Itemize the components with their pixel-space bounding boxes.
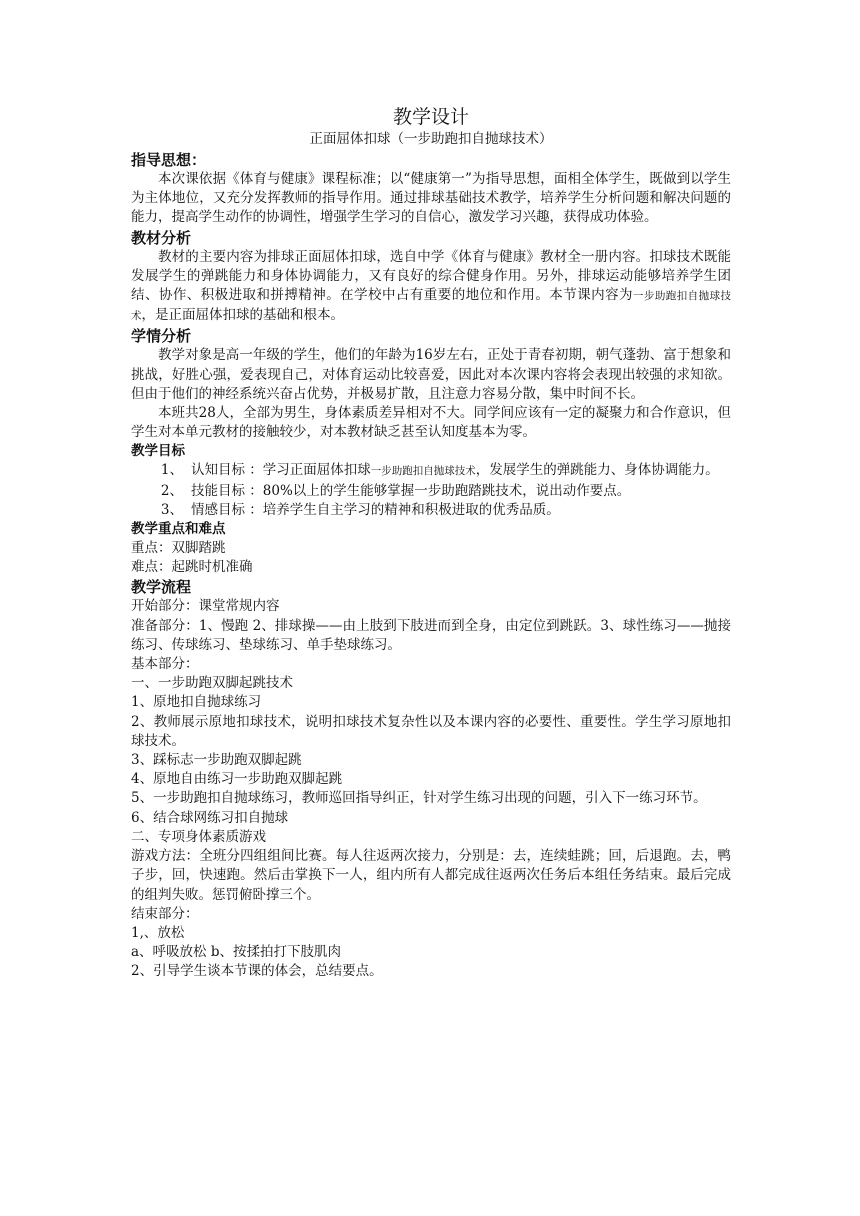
- process-line: 4、原地自由练习一步助跑双脚起跳: [131, 771, 343, 788]
- process-line: 3、踩标志一步助跑双脚起跳: [131, 752, 302, 769]
- heading-material-analysis: 教材分析: [131, 228, 192, 247]
- document-subtitle: 正面屈体扣球（一步助跑扣自抛球技术）: [309, 131, 553, 147]
- goal-label: 情感目标 ：: [191, 501, 263, 518]
- material-text-a: 教材的主要内容为排球正面屈体扣球，选自中学《体育与健康》教材全一册内容。扣球技术既能发展学生的弹跳能力和身体协调能力，又有良好的综合健身作用。另外，排球运动能够培养学生团结、协作、积极进取和拼搏精神。在学校中占有重要的地位和作用。本节课内容为: [131, 248, 731, 304]
- process-line: 2、引导学生谈本节课的体会，总结要点。: [131, 963, 383, 980]
- goal-item: [131, 501, 731, 520]
- heading-teaching-goals: 教学目标: [131, 443, 185, 460]
- paragraph-material-analysis: [131, 248, 731, 327]
- process-line: 游戏方法：全班分四组组间比赛。每人往返两次接力，分别是：去，连续蛙跳；回，后退跑。去，鸭子步，回，快速跑。然后击掌换下一人，组内所有人都完成往返两次任务后本组任务结束。最后完成的组判失败。惩罚俯卧撑三个。: [131, 848, 731, 903]
- goal-text: 学习正面屈体扣球一步助跑扣自抛球技术，发展学生的弹跳能力、身体协调能力。: [262, 462, 719, 479]
- process-line: 5、一步助跑扣自抛球练习，教师巡回指导纠正，针对学生练习出现的问题，引入下一练习环节。: [131, 790, 707, 807]
- heading-teaching-process: 教学流程: [131, 578, 192, 597]
- process-line: 开始部分：课堂常规内容: [131, 598, 280, 615]
- heading-student-analysis: 学情分析: [131, 327, 192, 346]
- material-text-b: ，是正面屈体扣球的基础和根本。: [141, 307, 344, 324]
- paragraph-guiding-ideology: 本次课依据《体育与健康》课程标准；以“健康第一”为指导思想，面相全体学生，既做到以学生为主体地位，又充分发挥教师的指导作用。通过排球基础技术教学，培养学生分析问题和解决问题的能力，提高学生动作的协调性，增强学生学习的自信心，激发学习兴趣，获得成功体验。: [131, 171, 731, 226]
- goal-item: [131, 482, 731, 501]
- process-line: 2、教师展示原地扣球技术，说明扣球技术复杂性以及本课内容的必要性、重要性。学生学习原地扣球技术。: [131, 713, 731, 749]
- process-line: 一、一步助跑双脚起跳技术: [131, 675, 293, 692]
- key-point-line: 重点：双脚踏跳: [131, 540, 226, 557]
- process-line: 6、结合球网练习扣自抛球: [131, 809, 289, 826]
- document-page: [131, 104, 731, 982]
- key-point-line: 难点：起跳时机准确: [131, 559, 253, 576]
- goal-label: 认知目标 ：: [191, 462, 263, 479]
- goal-text: 80%以上的学生能够掌握一步助跑踏跳技术，说出动作要点。: [262, 482, 631, 499]
- process-line: 基本部分：: [131, 656, 199, 673]
- goal-label: 技能目标 ：: [191, 482, 263, 499]
- process-line: 准备部分：1、慢跑 2、排球操——由上肢到下肢进而到全身，由定位到跳跃。3、球性练习——抛接练习、传球练习、垫球练习、单手垫球练习。: [131, 617, 731, 653]
- material-text-small: 一步助跑扣自抛球技术: [131, 290, 732, 323]
- paragraph-student-analysis-2: 本班共28人，全部为男生，身体素质差异相对不大。同学间应该有一定的凝聚力和合作意识，但学生对本单元教材的接触较少，对本教材缺乏甚至认知度基本为零。: [131, 405, 731, 441]
- paragraph-student-analysis-1: 教学对象是高一年级的学生，他们的年龄为16岁左右，正处于青春初期，朝气蓬勃、富于想象和挑战，好胜心强，爱表现自己，对体育运动比较喜爱，因此对本次课内容将会表现出较强的求知欲。但由于他们的神经系统兴奋占优势，并极易扩散，且注意力容易分散，集中时间不长。: [131, 347, 731, 402]
- process-line: 1、原地扣自抛球练习: [131, 694, 262, 711]
- process-line: 1,、放松: [131, 924, 185, 941]
- goal-text: 培养学生自主学习的精神和积极进取的优秀品质。: [262, 501, 560, 518]
- heading-guiding-ideology: 指导思想：: [131, 151, 207, 169]
- process-line: 二、专项身体素质游戏: [131, 828, 266, 845]
- goal-number: 3、: [160, 501, 183, 518]
- heading-key-points: 教学重点和难点: [131, 521, 226, 538]
- document-title: 教学设计: [392, 106, 469, 128]
- process-line: 结束部分：: [131, 905, 199, 922]
- goal-number: 2、: [160, 482, 183, 499]
- process-line: a、呼吸放松 b、按揉拍打下肢肌肉: [131, 944, 341, 961]
- goal-item: [131, 461, 731, 481]
- goal-number: 1、: [160, 462, 183, 479]
